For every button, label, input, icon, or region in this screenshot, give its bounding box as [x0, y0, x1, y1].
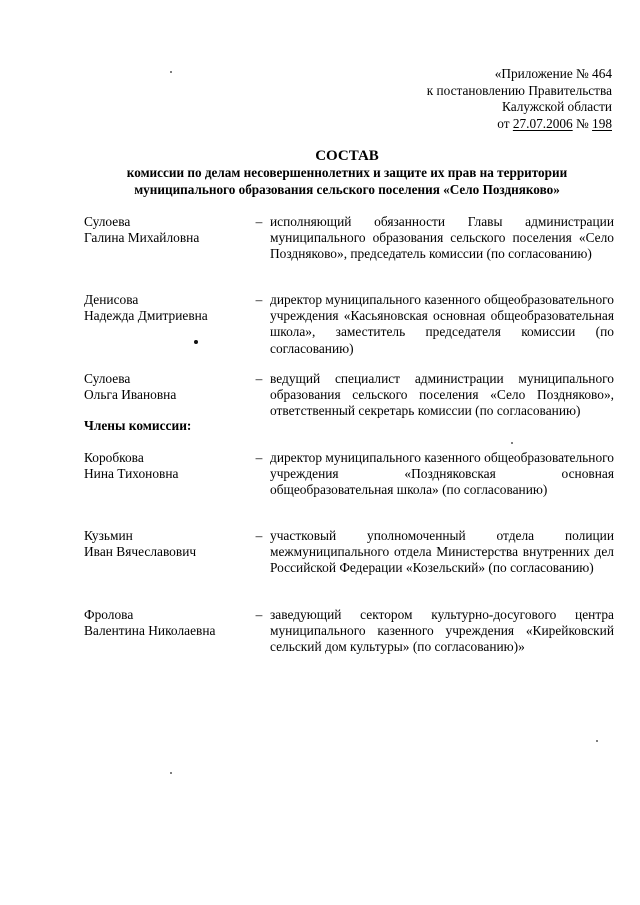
appendix-date: 27.07.2006	[512, 115, 573, 131]
scan-speck	[596, 740, 598, 742]
member-name	[84, 214, 254, 246]
scan-speck	[170, 71, 172, 73]
member-description: директор муниципального казенного общеобразовательного учреждения «Касьяновская основная общеобразовательная школа», заместитель председателя комиссии (по согласованию)	[270, 292, 614, 356]
member-surname: Сулоева	[84, 371, 131, 386]
appendix-line-3: Калужской области	[502, 99, 612, 115]
member-given-name: Ольга Ивановна	[84, 387, 177, 403]
appendix-line-1: «Приложение № 464	[494, 66, 612, 81]
members-heading: Члены комиссии:	[84, 418, 192, 433]
title-line-2: муниципального образования сельского поселения «Село Поздняково»	[134, 181, 560, 197]
document-title	[80, 147, 614, 198]
appendix-date-line	[352, 116, 612, 133]
member-surname: Кузьмин	[84, 528, 133, 543]
entry-dash: –	[255, 450, 263, 465]
member-name	[84, 450, 254, 482]
member-name	[84, 607, 254, 639]
member-surname: Денисова	[84, 292, 139, 307]
entry-dash: –	[255, 292, 263, 307]
member-name	[84, 371, 254, 403]
appendix-number: 198	[592, 115, 612, 131]
entry-dash: –	[255, 371, 263, 386]
member-description: директор муниципального казенного общеобразовательного учреждения «Поздняковская основная общеобразовательная школа» (по согласованию)	[270, 450, 614, 498]
member-given-name: Валентина Николаевна	[84, 623, 216, 639]
title-heading: СОСТАВ	[315, 148, 379, 164]
member-surname: Фролова	[84, 607, 134, 622]
scan-speck	[170, 772, 172, 774]
entry-dash: –	[255, 607, 263, 622]
member-surname: Сулоева	[84, 214, 131, 229]
entry-dash: –	[255, 528, 263, 543]
appendix-reference	[352, 66, 612, 132]
member-name	[84, 528, 254, 560]
scan-speck	[194, 340, 198, 344]
scan-speck	[511, 442, 513, 444]
member-description: исполняющий обязанности Главы администрации муниципального образования сельского поселения «Село Поздняково», председатель комиссии (по согласованию)	[270, 214, 614, 262]
entry-dash: –	[255, 214, 263, 229]
member-given-name: Нина Тихоновна	[84, 466, 179, 482]
member-given-name: Галина Михайловна	[84, 230, 200, 246]
member-description: ведущий специалист администрации муниципального образования сельского поселения «Село Поздняково», ответственный секретарь комиссии (по согласованию)	[270, 371, 614, 419]
title-line-1: комиссии по делам несовершеннолетних и защите их прав на территории	[126, 165, 568, 180]
member-description: участковый уполномоченный отдела полиции межмуниципального отдела Министерства внутренних дел Российской Федерации «Козельский» (по согласованию)	[270, 528, 614, 576]
member-surname: Коробкова	[84, 450, 144, 465]
date-prefix: от	[497, 115, 513, 131]
member-given-name: Надежда Дмитриевна	[84, 308, 208, 324]
member-description: заведующий сектором культурно-досугового центра муниципального казенного учреждения «Кирейковский сельский дом культуры» (по согласованию)»	[270, 607, 614, 655]
number-prefix: №	[572, 115, 593, 131]
member-given-name: Иван Вячеславович	[84, 544, 197, 560]
appendix-line-2: к постановлению Правительства	[426, 82, 612, 98]
member-name	[84, 292, 254, 324]
